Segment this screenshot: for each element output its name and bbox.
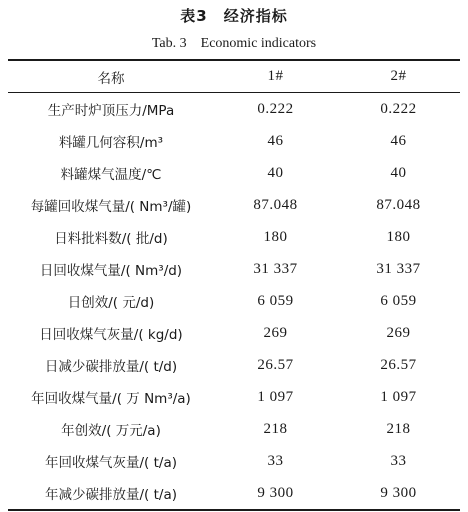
cell-value-2: 9 300 — [380, 484, 417, 501]
header-furnace-2: 2# — [390, 68, 407, 84]
cell-indicator-name: 年减少碳排放量/( t/a) — [45, 487, 177, 503]
table-row — [8, 317, 460, 349]
cell-value-2: 46 — [390, 132, 407, 149]
table-row — [8, 221, 460, 253]
cell-value-1: 87.048 — [253, 196, 298, 213]
cell-value-1: 218 — [263, 420, 288, 437]
table-row — [8, 477, 460, 510]
table-row — [8, 413, 460, 445]
cell-value-1: 46 — [267, 132, 284, 149]
cell-value-2: 218 — [386, 420, 411, 437]
cell-value-2: 26.57 — [380, 356, 417, 373]
table-caption-cn: 表3 经济指标 — [180, 7, 288, 25]
table-row — [8, 253, 460, 285]
cell-value-1: 33 — [267, 452, 284, 469]
cell-value-2: 40 — [390, 164, 407, 181]
table-header — [8, 60, 460, 93]
cell-value-1: 6 059 — [257, 292, 294, 309]
economic-indicators-table-wrapper — [8, 59, 460, 511]
cell-value-1: 1 097 — [257, 388, 294, 405]
cell-value-2: 33 — [390, 452, 407, 469]
cell-indicator-name: 年回收煤气灰量/( t/a) — [45, 455, 177, 471]
cell-indicator-name: 日减少碳排放量/( t/d) — [44, 359, 178, 375]
table-row — [8, 189, 460, 221]
table-body — [8, 93, 460, 511]
cell-indicator-name: 料罐几何容积/m³ — [58, 135, 164, 151]
cell-indicator-name: 日料批料数/( 批/d) — [54, 231, 168, 247]
table-caption-en: Tab. 3 Economic indicators — [151, 36, 317, 51]
table-row — [8, 125, 460, 157]
cell-indicator-name: 每罐回收煤气量/( Nm³/罐) — [30, 199, 192, 215]
economic-indicators-table — [8, 59, 460, 511]
cell-value-1: 31 337 — [253, 260, 298, 277]
table-row — [8, 349, 460, 381]
cell-value-1: 180 — [263, 228, 288, 245]
cell-indicator-name: 年创效/( 万元/a) — [61, 423, 161, 439]
cell-value-2: 87.048 — [376, 196, 421, 213]
cell-value-1: 26.57 — [257, 356, 294, 373]
header-furnace-1: 1# — [267, 68, 284, 84]
cell-value-2: 31 337 — [376, 260, 421, 277]
table-row — [8, 93, 460, 126]
table-row — [8, 381, 460, 413]
cell-value-1: 269 — [263, 324, 288, 341]
table-row — [8, 285, 460, 317]
cell-indicator-name: 生产时炉顶压力/MPa — [47, 103, 175, 119]
cell-indicator-name: 年回收煤气量/( 万 Nm³/a) — [31, 391, 191, 407]
cell-value-2: 0.222 — [380, 100, 417, 117]
cell-indicator-name: 日回收煤气量/( Nm³/d) — [39, 263, 183, 279]
header-row — [8, 60, 460, 93]
table-row — [8, 157, 460, 189]
cell-indicator-name: 日回收煤气灰量/( kg/d) — [39, 327, 183, 343]
cell-value-1: 0.222 — [257, 100, 294, 117]
header-name: 名称 — [97, 70, 125, 87]
cell-value-2: 1 097 — [380, 388, 417, 405]
cell-value-2: 6 059 — [380, 292, 417, 309]
cell-indicator-name: 料罐煤气温度/℃ — [60, 167, 162, 183]
cell-value-1: 40 — [267, 164, 284, 181]
cell-indicator-name: 日创效/( 元/d) — [67, 295, 155, 311]
cell-value-1: 9 300 — [257, 484, 294, 501]
table-row — [8, 445, 460, 477]
cell-value-2: 269 — [386, 324, 411, 341]
cell-value-2: 180 — [386, 228, 411, 245]
